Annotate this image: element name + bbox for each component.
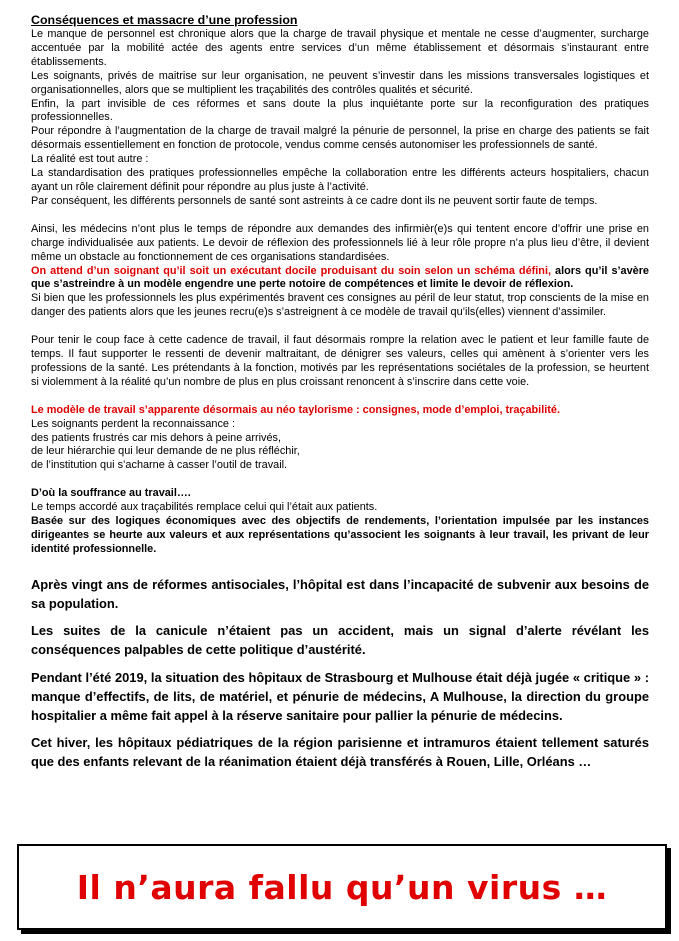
- section-souffrance: [31, 487, 649, 557]
- document-body: [31, 13, 649, 772]
- section-consequences: [31, 28, 649, 209]
- red-emphasis-text: On attend d’un soignant qu’il soit un exécutant docile produisant du soin selon un schéma défini,: [31, 264, 551, 277]
- paragraph: Le temps accordé aux traçabilités remplace celui qui l’était aux patients.: [31, 501, 378, 514]
- section-conclusion: [31, 575, 649, 772]
- conclusion-paragraph: Les suites de la canicule n’étaient pas un accident, mais un signal d’alerte révélant les conséquences palpables de cette politique d’austérité.: [31, 623, 649, 658]
- list-line: des patients frustrés car mis dehors à peine arrivés,: [31, 431, 281, 444]
- page-title: Conséquences et massacre d’une profession: [31, 13, 298, 27]
- paragraph: Les soignants, privés de maitrise sur leur organisation, ne peuvent s’investir dans les missions transversales logistiques et organisationnelles, alors que se multiplient les traçabilités des contrôles qualités et sécurité.: [31, 69, 649, 96]
- bold-paragraph: Basée sur des logiques économiques avec des objectifs de rendements, l’orientation impulsée par les instances dirigeantes se heurte aux valeurs et aux représentations qu’associent les soignants à leur travail, les privant de leur identité professionnelle.: [31, 515, 649, 555]
- paragraph: La standardisation des pratiques professionnelles empêche la collaboration entre les différents acteurs hospitaliers, chacun ayant un rôle clairement définit pour répondre au plus juste à l’activité.: [31, 167, 649, 193]
- paragraph: Pour répondre à l’augmentation de la charge de travail malgré la pénurie de personnel, la prise en charge des patients se fait désormais essentiellement en fonction de protocole, vendus comme censés autonomiser les professionnels de santé.: [31, 125, 649, 152]
- paragraph: Si bien que les professionnels les plus expérimentés bravent ces consignes au péril de leur statut, trop conscients de la mise en danger des patients alors que les jeunes recru(e)s s’astreignent à ce modèle de travail qu’ils(elles) viennent d’assimiler.: [31, 292, 649, 319]
- bold-emphasis-text: alors qu’il s’avère que s’astreindre à un modèle engendre une perte notoire de compétences et limite le devoir de réflexion.: [31, 264, 649, 291]
- conclusion-paragraph: Après vingt ans de réformes antisociales, l’hôpital est dans l’incapacité de subvenir aux besoins de sa population.: [31, 576, 649, 612]
- paragraph: Ainsi, les médecins n’ont plus le temps de répondre aux demandes des infirmièr(e)s qui tentent encore d’offrir une prise en charge individualisée aux patients. Le devoir de réflexion des professionnels lié à leur rôle propre n’a plus lieu d’être, il devient même un obstacle au fonctionnement de ces organisations standardisées.: [31, 222, 649, 263]
- paragraph-emphasis: [31, 265, 649, 293]
- headline-banner: [17, 844, 667, 930]
- bold-subheading: D’où la souffrance au travail….: [31, 487, 191, 500]
- paragraph: Enfin, la part invisible de ces réformes et sans doute la plus inquiétante porte sur la reconfiguration des pratiques professionnelles.: [31, 97, 649, 124]
- conclusion-paragraph: Cet hiver, les hôpitaux pédiatriques de la région parisienne et intramuros étaient tellement saturés que des enfants relevant de la réanimation étaient déjà transférés à Rouen, Lille, Orléans …: [31, 735, 649, 770]
- list-line: de l’institution qui s’acharne à casser l’outil de travail.: [31, 459, 288, 472]
- section-medecins: [31, 223, 649, 320]
- paragraph: Pour tenir le coup face à cette cadence de travail, il faut désormais rompre la relation avec le patient et leur famille faute de temps. Il faut supporter le ressenti de devenir maltraitant, de dénigrer ses valeurs, celles qui amènent à s’orienter vers les professions de la santé. Les prétendants à la fonction, motivés par les représentations sociétales de la profession, se heurtent si violemment à la réalité qu’un nombre de plus en plus croissant renoncent à s’inscrire dans cette voie.: [31, 334, 649, 388]
- red-subheading: Le modèle de travail s’apparente désormais au néo taylorisme : consignes, mode d’emploi, traçabilité.: [31, 403, 560, 416]
- list-line: de leur hiérarchie qui leur demande de ne plus réfléchir,: [31, 445, 300, 458]
- paragraph: Par conséquent, les différents personnels de santé sont astreints à ce cadre dont ils ne peuvent sortir faute de temps.: [31, 194, 598, 207]
- section-taylorisme: [31, 404, 649, 474]
- conclusion-paragraph: Pendant l’été 2019, la situation des hôpitaux de Strasbourg et Mulhouse était déjà jugée « critique » : manque d’effectifs, de lits, de matériel, et pénurie de médecins, A Mulhouse, la direction du groupe hospitalier a même fait appel à la réserve sanitaire pour pallier la pénurie de médecins.: [31, 669, 649, 724]
- banner-text: Il n’aura fallu qu’un virus …: [76, 867, 608, 907]
- paragraph: Le manque de personnel est chronique alors que la charge de travail physique et mentale ne cesse d’augmenter, surcharge accentuée par la mobilité actée des agents entre services d’un même établissement et désormais s’instaurant entre établissements.: [31, 28, 649, 68]
- list-line: Les soignants perdent la reconnaissance :: [31, 417, 236, 430]
- paragraph: La réalité est tout autre :: [31, 153, 149, 166]
- section-cadence: [31, 334, 649, 390]
